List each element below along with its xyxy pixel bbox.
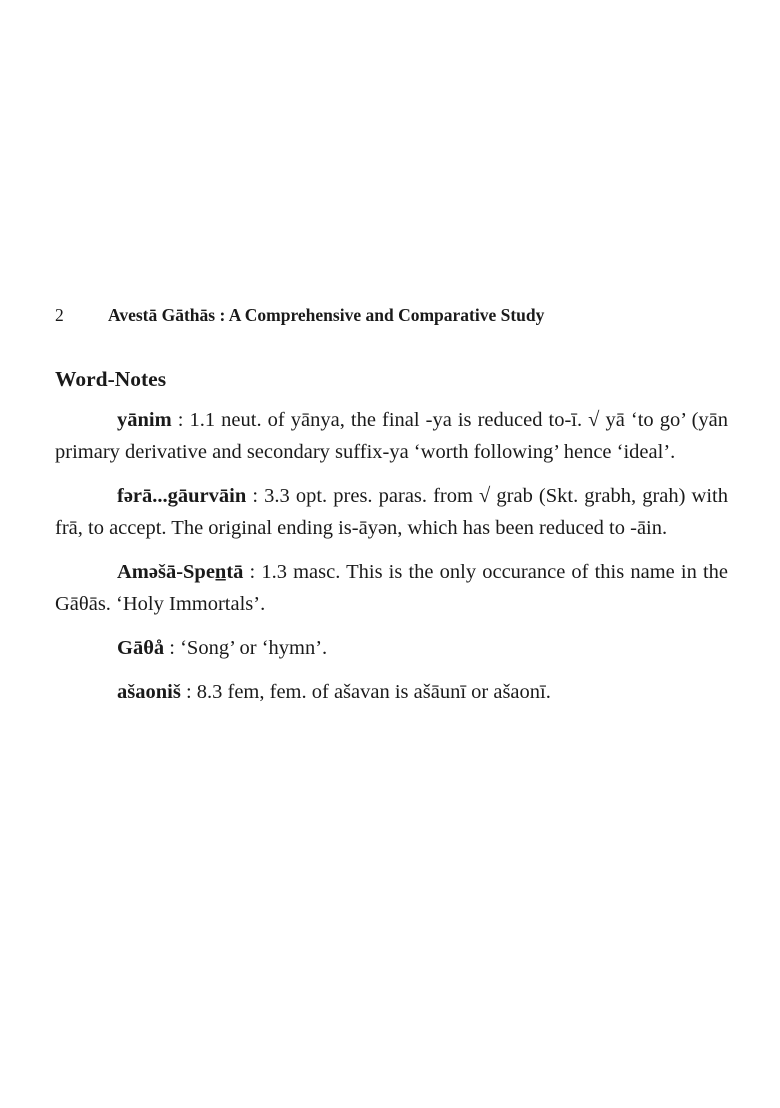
word-note <box>55 404 728 468</box>
word-note <box>55 480 728 544</box>
page-number: 2 <box>55 305 64 325</box>
word-note <box>55 632 728 664</box>
section-title: Word-Notes <box>55 367 167 391</box>
note-text: : 1.1 neut. of yānya, the final -ya is reduced to-ī. √ yā ‘to go’ (yān primary derivative and secondary suffix-ya ‘worth following’ hence ‘ideal’. <box>55 409 728 463</box>
note-text: : 8.3 fem, fem. of ašavan is ašāunī or ašaonī. <box>180 681 551 703</box>
note-text: : ‘Song’ or ‘hymn’. <box>164 637 328 659</box>
note-text: : 1.3 masc. This is the only occurance of this name in the Gāθās. ‘Holy Immortals’. <box>55 561 728 615</box>
note-term: yānim <box>117 409 172 431</box>
running-head <box>55 305 735 326</box>
running-title: Avestā Gāthās : A Comprehensive and Comparative Study <box>108 305 545 325</box>
word-notes-list <box>55 404 728 720</box>
note-term: fərā...gāurvāin <box>117 485 247 507</box>
note-text: : 3.3 opt. pres. paras. from √ grab (Skt. grabh, grah) with frā, to accept. The original ending is-āyən, which has been reduced to -āin. <box>55 485 728 539</box>
note-term: ašaoniš <box>117 681 181 703</box>
note-term: Aməšā-Spen̲tā <box>117 561 244 583</box>
note-term: Gāθå <box>117 637 165 659</box>
word-note <box>55 556 728 620</box>
word-note <box>55 676 728 708</box>
